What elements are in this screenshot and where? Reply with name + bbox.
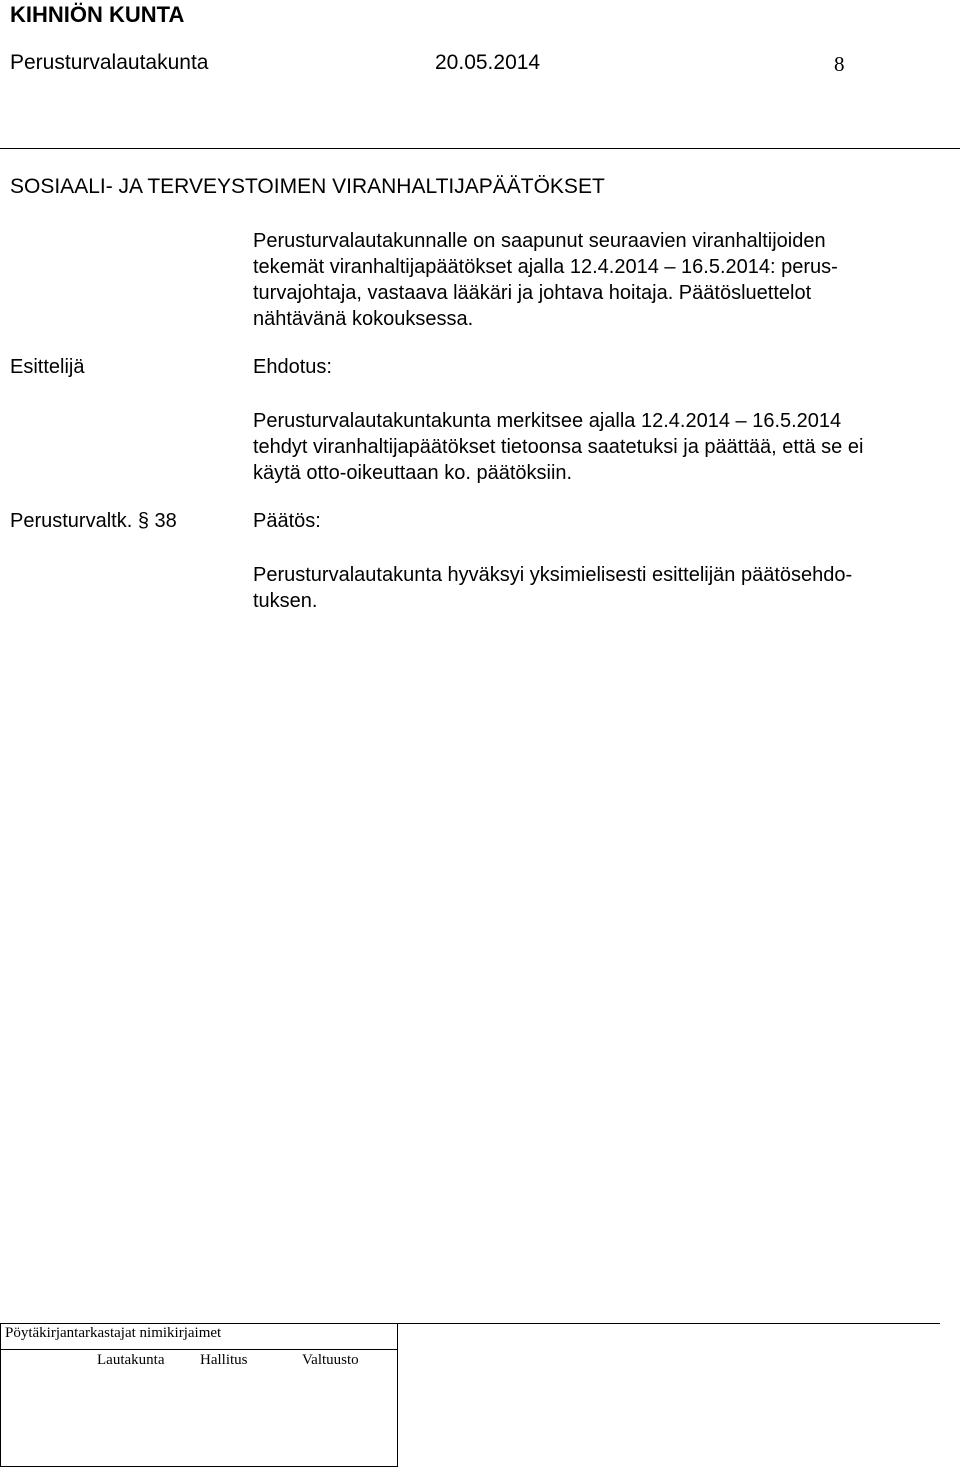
intro-line: turvajohtaja, vastaava lääkäri ja johtava hoitaja. Päätösluettelot	[253, 282, 812, 304]
initials-column-council: Valtuusto	[302, 1352, 359, 1368]
initials-box-title: Pöytäkirjantarkastajat nimikirjaimet	[5, 1325, 222, 1341]
proposal-line: käytä otto-oikeuttaan ko. päätöksiin.	[253, 462, 573, 484]
intro-line: tekemät viranhaltijapäätökset ajalla 12.4.2014 – 16.5.2014: perus-	[253, 256, 838, 278]
committee-name: Perusturvalautakunta	[10, 51, 209, 74]
proposal-paragraph	[253, 408, 863, 486]
organization-name: KIHNIÖN KUNTA	[10, 2, 185, 27]
intro-line: nähtävänä kokouksessa.	[253, 308, 474, 330]
proposal-line: Perusturvalautakuntakunta merkitsee ajalla 12.4.2014 – 16.5.2014	[253, 410, 842, 432]
page-number: 8	[834, 52, 845, 76]
initials-column-government: Hallitus	[200, 1352, 248, 1368]
decision-label: Päätös:	[253, 510, 321, 532]
decision-line: tuksen.	[253, 590, 318, 612]
section-title: SOSIAALI- JA TERVEYSTOIMEN VIRANHALTIJAPÄÄTÖKSET	[10, 175, 605, 198]
presenter-label: Esittelijä	[10, 356, 85, 378]
initials-box	[0, 1323, 398, 1467]
section-reference: Perusturvaltk. § 38	[10, 510, 177, 532]
meeting-date: 20.05.2014	[435, 51, 541, 74]
intro-paragraph	[253, 228, 838, 332]
proposal-line: tehdyt viranhaltijapäätökset tietoonsa saatetuksi ja päättää, että se ei	[253, 436, 864, 458]
intro-line: Perusturvalautakunnalle on saapunut seuraavien viranhaltijoiden	[253, 230, 826, 252]
proposal-label: Ehdotus:	[253, 356, 332, 378]
decision-line: Perusturvalautakunta hyväksyi yksimielisesti esittelijän päätösehdo-	[253, 564, 853, 586]
header-divider	[0, 148, 960, 149]
decision-paragraph	[253, 562, 852, 614]
initials-column-board: Lautakunta	[97, 1352, 165, 1368]
initials-box-divider	[0, 1349, 398, 1350]
